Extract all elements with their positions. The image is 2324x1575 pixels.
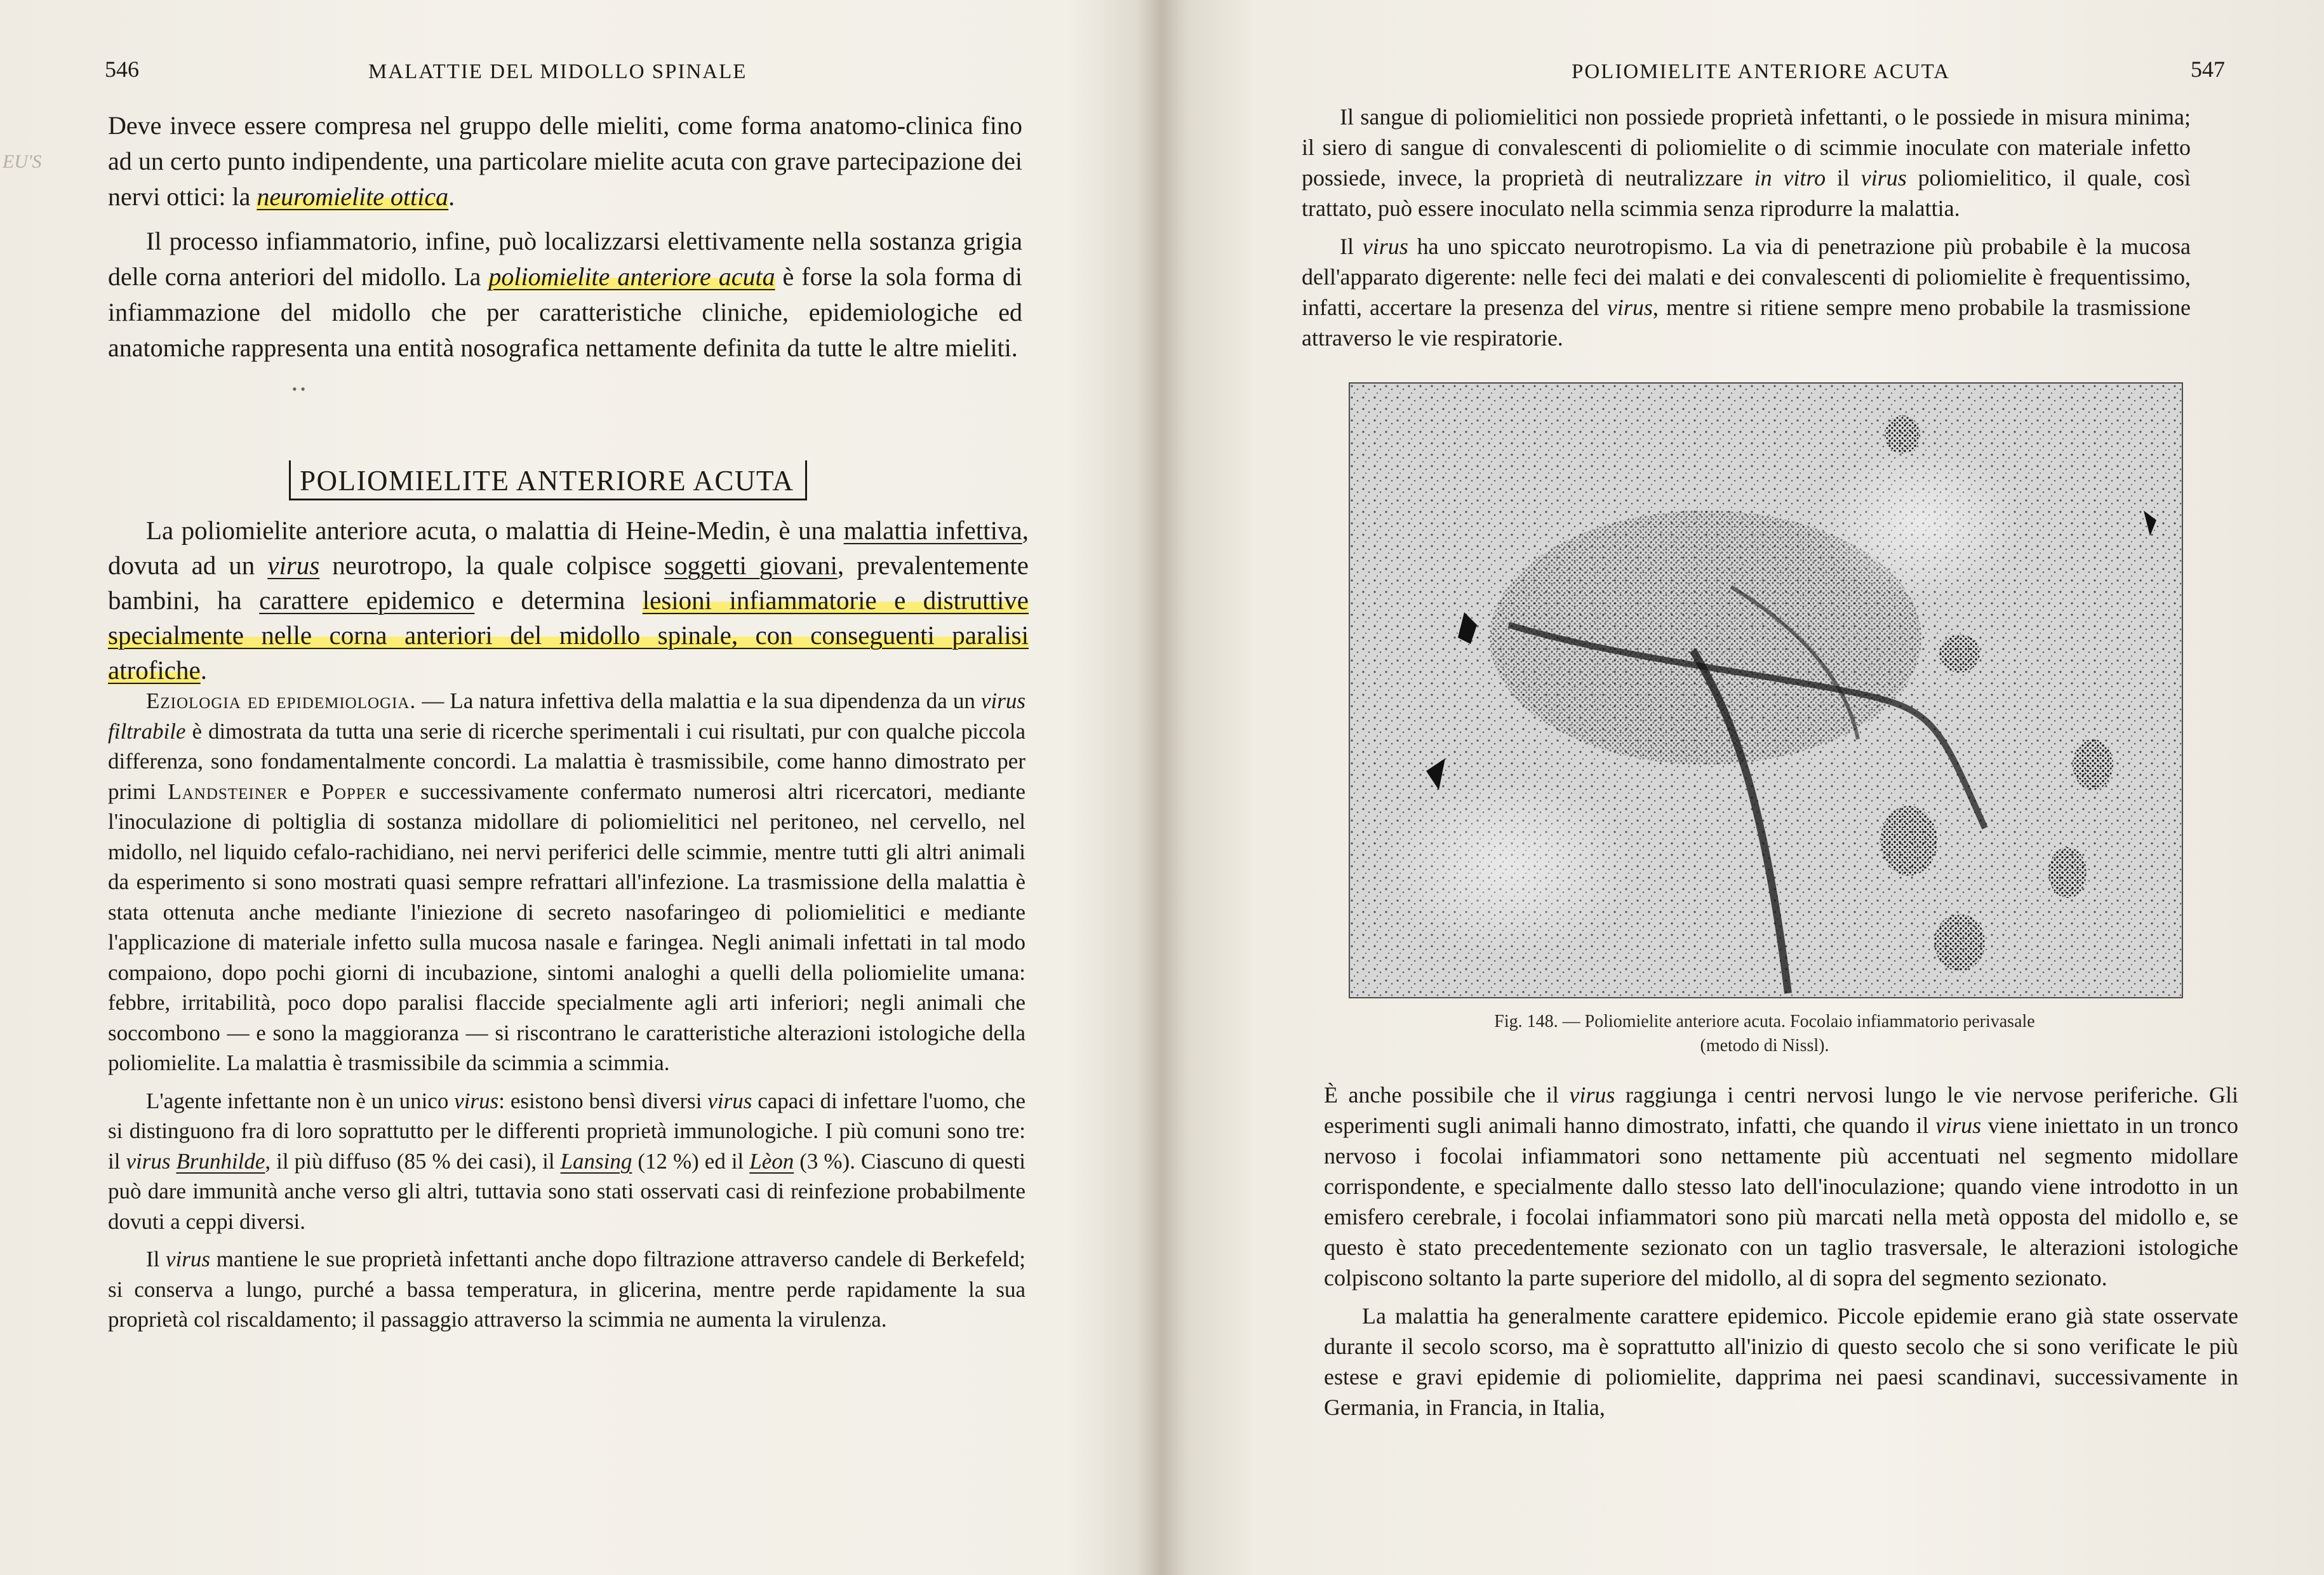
etiology-section [108, 686, 1025, 1335]
intro-text [108, 108, 1022, 366]
etiology-heading: Eziologia ed epidemiologia. [146, 688, 417, 713]
intro-paragraph-1: Deve invece essere compresa nel gruppo delle mieliti, come forma anatomo-clinica fino ad un certo punto indipendente, una particolare mielite acuta con grave partecipazione dei nervi ottici: la neuromielite ottica. [108, 111, 1022, 211]
histology-figure [1349, 382, 2183, 998]
etiology-paragraph: Eziologia ed epidemiologia. — La natura infettiva della malattia e la sua dipendenza da un virus filtrabile è dimostrata da tutta una serie di ricerche sperimentali i cui risultati, pur con qualche piccola differenza, sono fondamentalmente concordi. La malattia è trasmissibile, come hanno dimostrato per primi Landsteiner e Popper e successivamente confermato numerosi altri ricercatori, mediante l'inoculazione di poltiglia di sostanza midollare di poliomielitici nel peritoneo, nel cervello, nel midollo, nel liquido cefalo-rachidiano, nei nervi periferici delle scimmie, mentre tutti gli altri animali da esperimento si sono mostrati quasi sempre refrattari all'infezione. La trasmissione della malattia è stata ottenuta anche mediante l'iniezione di secreto nasofaringeo di poliomielitici e mediante l'applicazione di materiale infetto sulla mucosa nasale e faringea. Negli animali infettati in tal modo compaiono, dopo pochi giorni di incubazione, sintomi analoghi a quelli della poliomielite umana: febbre, irritabilità, poco dopo paralisi flaccide specialmente agli arti inferiori; negli animali che soccombono — e sono la maggioranza — si riscontrano le caratteristiche alterazioni istologiche della poliomielite. La malattia è trasmissibile da scimmia a scimmia. [108, 688, 1026, 1075]
figure-caption-line1: Fig. 148. — Poliomielite anteriore acuta. Focolaio infiammatorio perivasale [1494, 1012, 2035, 1031]
blood-paragraph: Il sangue di poliomielitici non possiede proprietà infettanti, o le possiede in misura minima; il siero di sangue di convalescenti di poliomielite o di scimmie inoculate con materiale infetto possiede, invece, la proprietà di neutralizzare in vitro il virus poliomielitico, il quale, così trattato, può essere inoculato nella scimmia senza riprodurre la malattia. [1302, 104, 2191, 221]
margin-pencil-mark: EU'S [3, 151, 42, 172]
intro-paragraph-2: Il processo infiammatorio, infine, può localizzarsi elettivamente nella sostanza grigia delle corna anteriori del midollo. La poliomielite anteriore acuta è forse la sola forma di infiammazione del midollo che per caratteristiche cliniche, epidemiologiche ed anatomiche rappresenta una entità nosografica nettamente definita da tutte le altre mieliti. [108, 227, 1023, 362]
figure-caption-line2: (metodo di Nissl). [1700, 1036, 1829, 1056]
highlighted-term: poliomielite anteriore acuta [488, 262, 775, 291]
running-head-right: POLIOMIELITE ANTERIORE ACUTA [1572, 60, 1950, 83]
definition-text: La poliomielite anteriore acuta, o malattia di Heine-Medin, è una malattia infettiva, dovuta ad un virus neurotropo, la quale colpisce soggetti giovani, prevalentemente bambini, ha carattere epidemico e determina lesioni infiammatorie e distruttive specialmente nelle corna anteriori del midollo spinale, con conseguenti paralisi atrofiche. [108, 516, 1029, 685]
section-title: POLIOMIELITE ANTERIORE ACUTA [289, 460, 807, 500]
definition-paragraph [108, 513, 1029, 688]
micrograph-image [1350, 384, 2182, 997]
separator-dots: • • [292, 381, 305, 397]
filtration-paragraph: Il virus mantiene le sue proprietà infettanti anche dopo filtrazione attraverso candele di Berkefeld; si conserva a lungo, purché a bassa temperatura, in glicerina, mentre perde rapidamente la sua proprietà col riscaldamento; il passaggio attraverso la scimmia ne aumenta la virulenza. [108, 1247, 1025, 1332]
running-head-left: MALATTIE DEL MIDOLLO SPINALE [368, 60, 747, 83]
highlighted-term: neuromielite ottica [257, 182, 449, 211]
nerve-paragraph: È anche possibile che il virus raggiunga i centri nervosi lungo le vie nervose periferiche. Gli esperimenti sugli animali hanno dimostrato, infatti, che quando il virus viene iniettato in un tronco nervoso i focolai infiammatori sono nettamente più accentuati nel segmento midollare corrispondente, e specialmente dallo stesso lato dell'inoculazione; quando viene introdotto in un emisfero cerebrale, i focolai infiammatori sono più marcati nella metà opposta del midollo e, se questo è stato precedentemente sezionato con un taglio trasversale, le alterazioni istologiche colpiscono soltanto la parte superiore del midollo, al di sopra del segmento sezionato. [1324, 1082, 2239, 1290]
figure-caption [1349, 1010, 2180, 1058]
neurotropism-paragraph: Il virus ha uno spiccato neurotropismo. La via di penetrazione più probabile è la mucosa dell'apparato digerente: nelle feci dei malati e dei convalescenti di poliomielite è frequentissimo, infatti, accertare la presenza del virus, mentre si ritiene sempre meno probabile la trasmissione attraverso le vie respiratorie. [1302, 234, 2191, 351]
agent-paragraph: L'agente infettante non è un unico virus: esistono bensì diversi virus capaci di infettare l'uomo, che si distinguono fra di loro soprattutto per le differenti proprietà immunologiche. I più comuni sono tre: il virus Brunhilde, il più diffuso (85 % dei casi), il Lansing (12 %) ed il Lèon (3 %). Ciascuno di questi può dare immunità anche verso gli altri, tuttavia sono stati osservati casi di reinfezione probabilmente dovuti a ceppi diversi. [108, 1088, 1026, 1234]
right-top-text [1302, 102, 2191, 353]
right-bottom-text [1324, 1080, 2238, 1423]
page-number-right: 547 [2191, 57, 2225, 82]
page-number-left: 546 [105, 57, 139, 82]
epidemic-paragraph: La malattia ha generalmente carattere epidemico. Piccole epidemie erano già state osservate durante il secolo scorso, ma è soprattutto all'inizio di questo secolo che si sono verificate le più estese e gravi epidemie di poliomielite, dapprima nei paesi scandinavi, successivamente in Germania, in Francia, in Italia, [1324, 1303, 2238, 1420]
